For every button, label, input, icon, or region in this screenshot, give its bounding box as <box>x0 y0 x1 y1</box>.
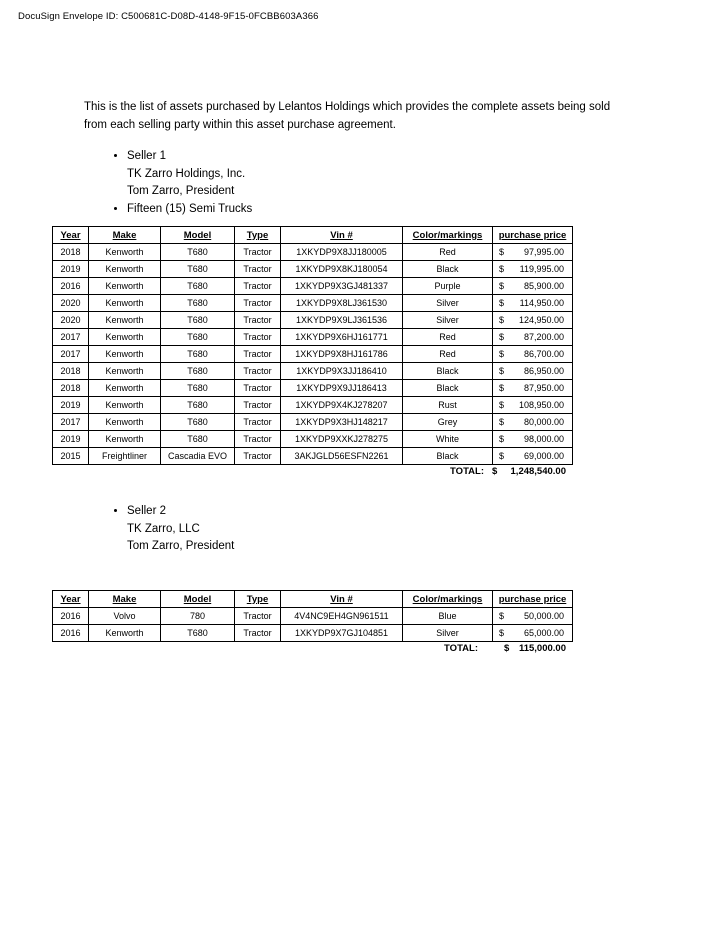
cell-price <box>493 608 573 625</box>
cell-price <box>493 244 573 261</box>
cell-color: White <box>403 431 493 448</box>
seller1-contact: Tom Zarro, President <box>127 185 235 197</box>
price-amount: 124,950.00 <box>518 315 564 325</box>
table1-total-currency: $ <box>492 466 498 477</box>
docusign-envelope-id: DocuSign Envelope ID: C500681C-D08D-4148-9F15-0FCBB603A366 <box>18 11 319 22</box>
currency-symbol: $ <box>499 366 505 376</box>
seller2-company: TK Zarro, LLC <box>127 522 200 535</box>
cell-price <box>493 278 573 295</box>
cell-make: Kenworth <box>89 380 161 397</box>
currency-symbol: $ <box>499 400 505 410</box>
cell-vin: 1XKYDP9X9LJ361536 <box>281 312 403 329</box>
cell-year: 2018 <box>53 363 89 380</box>
cell-make: Kenworth <box>89 295 161 312</box>
cell-vin: 1XKYDP9X8HJ161786 <box>281 346 403 363</box>
table2-total-currency: $ <box>504 643 510 654</box>
cell-year: 2017 <box>53 414 89 431</box>
asset-row <box>53 261 573 278</box>
currency-symbol: $ <box>499 611 505 621</box>
price-amount: 119,995.00 <box>519 264 564 274</box>
cell-price <box>493 346 573 363</box>
cell-type: Tractor <box>235 261 281 278</box>
seller1-assets-line: • Fifteen (15) Semi Trucks <box>127 202 253 215</box>
cell-color: Blue <box>403 608 493 625</box>
cell-type: Tractor <box>235 397 281 414</box>
cell-year: 2017 <box>53 346 89 363</box>
cell-year: 2020 <box>53 295 89 312</box>
cell-model: T680 <box>161 431 235 448</box>
cell-model: T680 <box>161 261 235 278</box>
currency-symbol: $ <box>499 628 505 638</box>
cell-year: 2019 <box>53 431 89 448</box>
cell-type: Tractor <box>235 244 281 261</box>
seller2-title: • Seller 2 <box>127 505 166 517</box>
header-vin: Vin # <box>281 227 403 244</box>
table1-total-label: TOTAL: <box>450 466 484 477</box>
cell-make: Kenworth <box>89 363 161 380</box>
cell-make: Kenworth <box>89 431 161 448</box>
cell-vin: 1XKYDP9X8JJ180005 <box>281 244 403 261</box>
header-price: purchase price <box>493 227 573 244</box>
currency-symbol: $ <box>499 332 505 342</box>
currency-symbol: $ <box>499 383 505 393</box>
table2-total-label: TOTAL: <box>444 643 478 654</box>
cell-year: 2016 <box>53 608 89 625</box>
cell-type: Tractor <box>235 312 281 329</box>
seller1-assets-table <box>52 226 573 465</box>
cell-model: T680 <box>161 346 235 363</box>
asset-row <box>53 448 573 465</box>
cell-model: T680 <box>161 363 235 380</box>
currency-symbol: $ <box>499 349 505 359</box>
cell-price <box>493 312 573 329</box>
price-amount: 108,950.00 <box>518 400 564 410</box>
header-type: Type <box>235 591 281 608</box>
seller2-list <box>105 503 234 556</box>
cell-year: 2019 <box>53 397 89 414</box>
cell-price <box>493 380 573 397</box>
cell-type: Tractor <box>235 625 281 642</box>
seller2-assets-table <box>52 590 573 642</box>
cell-color: Black <box>403 261 493 278</box>
cell-vin: 1XKYDP9X3JJ186410 <box>281 363 403 380</box>
cell-type: Tractor <box>235 363 281 380</box>
cell-make: Kenworth <box>89 346 161 363</box>
cell-model: T680 <box>161 312 235 329</box>
cell-type: Tractor <box>235 414 281 431</box>
seller1-item <box>127 148 252 201</box>
header-model: Model <box>161 591 235 608</box>
asset-row <box>53 329 573 346</box>
cell-type: Tractor <box>235 329 281 346</box>
price-amount: 97,995.00 <box>523 247 564 257</box>
cell-vin: 1XKYDP9X3GJ481337 <box>281 278 403 295</box>
asset-row <box>53 414 573 431</box>
asset-row <box>53 608 573 625</box>
cell-vin: 3AKJGLD56ESFN2261 <box>281 448 403 465</box>
price-amount: 65,000.00 <box>523 628 564 638</box>
cell-make: Kenworth <box>89 397 161 414</box>
header-make: Make <box>89 227 161 244</box>
cell-color: Black <box>403 380 493 397</box>
cell-vin: 1XKYDP9X8LJ361530 <box>281 295 403 312</box>
currency-symbol: $ <box>499 417 505 427</box>
cell-vin: 1XKYDP9X9JJ186413 <box>281 380 403 397</box>
cell-model: T680 <box>161 625 235 642</box>
header-color: Color/markings <box>403 591 493 608</box>
cell-price <box>493 431 573 448</box>
currency-symbol: $ <box>499 451 505 461</box>
table2-total-row <box>52 643 572 654</box>
table1-header-row <box>53 227 573 244</box>
currency-symbol: $ <box>499 315 505 325</box>
price-amount: 50,000.00 <box>523 611 564 621</box>
asset-row <box>53 244 573 261</box>
cell-type: Tractor <box>235 448 281 465</box>
cell-model: Cascadia EVO <box>161 448 235 465</box>
table2-total-amount <box>504 643 566 654</box>
seller1-assets-item <box>127 201 252 219</box>
cell-vin: 1XKYDP9XXKJ278275 <box>281 431 403 448</box>
currency-symbol: $ <box>499 264 505 274</box>
price-amount: 98,000.00 <box>523 434 564 444</box>
seller2-item <box>127 503 234 556</box>
table2-total-value: 115,000.00 <box>518 643 566 654</box>
header-make: Make <box>89 591 161 608</box>
header-year: Year <box>53 591 89 608</box>
cell-color: Red <box>403 329 493 346</box>
cell-price <box>493 363 573 380</box>
cell-make: Kenworth <box>89 329 161 346</box>
seller1-list <box>105 148 252 218</box>
seller2-contact: Tom Zarro, President <box>127 540 235 552</box>
cell-price <box>493 414 573 431</box>
cell-make: Kenworth <box>89 312 161 329</box>
currency-symbol: $ <box>499 434 505 444</box>
cell-color: Silver <box>403 295 493 312</box>
price-amount: 87,950.00 <box>523 383 564 393</box>
header-type: Type <box>235 227 281 244</box>
cell-price <box>493 261 573 278</box>
cell-vin: 4V4NC9EH4GN961511 <box>281 608 403 625</box>
cell-type: Tractor <box>235 380 281 397</box>
cell-make: Kenworth <box>89 261 161 278</box>
cell-vin: 1XKYDP9X3HJ148217 <box>281 414 403 431</box>
cell-year: 2015 <box>53 448 89 465</box>
cell-type: Tractor <box>235 608 281 625</box>
cell-vin: 1XKYDP9X6HJ161771 <box>281 329 403 346</box>
cell-type: Tractor <box>235 431 281 448</box>
cell-color: Red <box>403 346 493 363</box>
cell-year: 2020 <box>53 312 89 329</box>
cell-model: T680 <box>161 329 235 346</box>
table2-header-row <box>53 591 573 608</box>
cell-type: Tractor <box>235 278 281 295</box>
cell-year: 2016 <box>53 278 89 295</box>
cell-price <box>493 295 573 312</box>
price-amount: 85,900.00 <box>523 281 564 291</box>
cell-make: Freightliner <box>89 448 161 465</box>
cell-year: 2019 <box>53 261 89 278</box>
asset-row <box>53 363 573 380</box>
cell-color: Silver <box>403 312 493 329</box>
cell-model: T680 <box>161 397 235 414</box>
cell-make: Kenworth <box>89 625 161 642</box>
cell-color: Black <box>403 363 493 380</box>
cell-color: Rust <box>403 397 493 414</box>
cell-price <box>493 397 573 414</box>
cell-color: Grey <box>403 414 493 431</box>
cell-year: 2017 <box>53 329 89 346</box>
cell-year: 2016 <box>53 625 89 642</box>
cell-vin: 1XKYDP9X7GJ104851 <box>281 625 403 642</box>
price-amount: 114,950.00 <box>519 298 564 308</box>
table1-total-value: 1,248,540.00 <box>510 466 566 477</box>
cell-price <box>493 329 573 346</box>
cell-type: Tractor <box>235 346 281 363</box>
header-year: Year <box>53 227 89 244</box>
cell-year: 2018 <box>53 380 89 397</box>
cell-make: Kenworth <box>89 244 161 261</box>
cell-color: Red <box>403 244 493 261</box>
cell-model: 780 <box>161 608 235 625</box>
price-amount: 86,950.00 <box>523 366 564 376</box>
header-color: Color/markings <box>403 227 493 244</box>
cell-year: 2018 <box>53 244 89 261</box>
asset-row <box>53 278 573 295</box>
cell-type: Tractor <box>235 295 281 312</box>
cell-color: Silver <box>403 625 493 642</box>
cell-make: Kenworth <box>89 414 161 431</box>
header-model: Model <box>161 227 235 244</box>
cell-vin: 1XKYDP9X4KJ278207 <box>281 397 403 414</box>
cell-model: T680 <box>161 414 235 431</box>
intro-paragraph: This is the list of assets purchased by Lelantos Holdings which provides the complete assets being sold from each selling party within this asset purchase agreement. <box>84 101 611 131</box>
header-price: purchase price <box>493 591 573 608</box>
seller1-title: • Seller 1 <box>127 150 166 162</box>
currency-symbol: $ <box>499 298 505 308</box>
asset-row <box>53 312 573 329</box>
asset-row <box>53 431 573 448</box>
table1-total-row <box>52 466 572 477</box>
asset-row <box>53 346 573 363</box>
cell-model: T680 <box>161 295 235 312</box>
cell-price <box>493 625 573 642</box>
seller1-company: TK Zarro Holdings, Inc. <box>127 167 246 180</box>
asset-row <box>53 295 573 312</box>
asset-row <box>53 625 573 642</box>
asset-row <box>53 380 573 397</box>
price-amount: 87,200.00 <box>523 332 564 342</box>
currency-symbol: $ <box>499 247 505 257</box>
asset-row <box>53 397 573 414</box>
cell-model: T680 <box>161 278 235 295</box>
cell-make: Volvo <box>89 608 161 625</box>
cell-price <box>493 448 573 465</box>
price-amount: 69,000.00 <box>523 451 564 461</box>
cell-model: T680 <box>161 244 235 261</box>
header-vin: Vin # <box>281 591 403 608</box>
cell-model: T680 <box>161 380 235 397</box>
cell-vin: 1XKYDP9X8KJ180054 <box>281 261 403 278</box>
currency-symbol: $ <box>499 281 505 291</box>
table1-total-amount <box>492 466 566 477</box>
price-amount: 80,000.00 <box>523 417 564 427</box>
cell-color: Black <box>403 448 493 465</box>
cell-color: Purple <box>403 278 493 295</box>
price-amount: 86,700.00 <box>523 349 564 359</box>
cell-make: Kenworth <box>89 278 161 295</box>
